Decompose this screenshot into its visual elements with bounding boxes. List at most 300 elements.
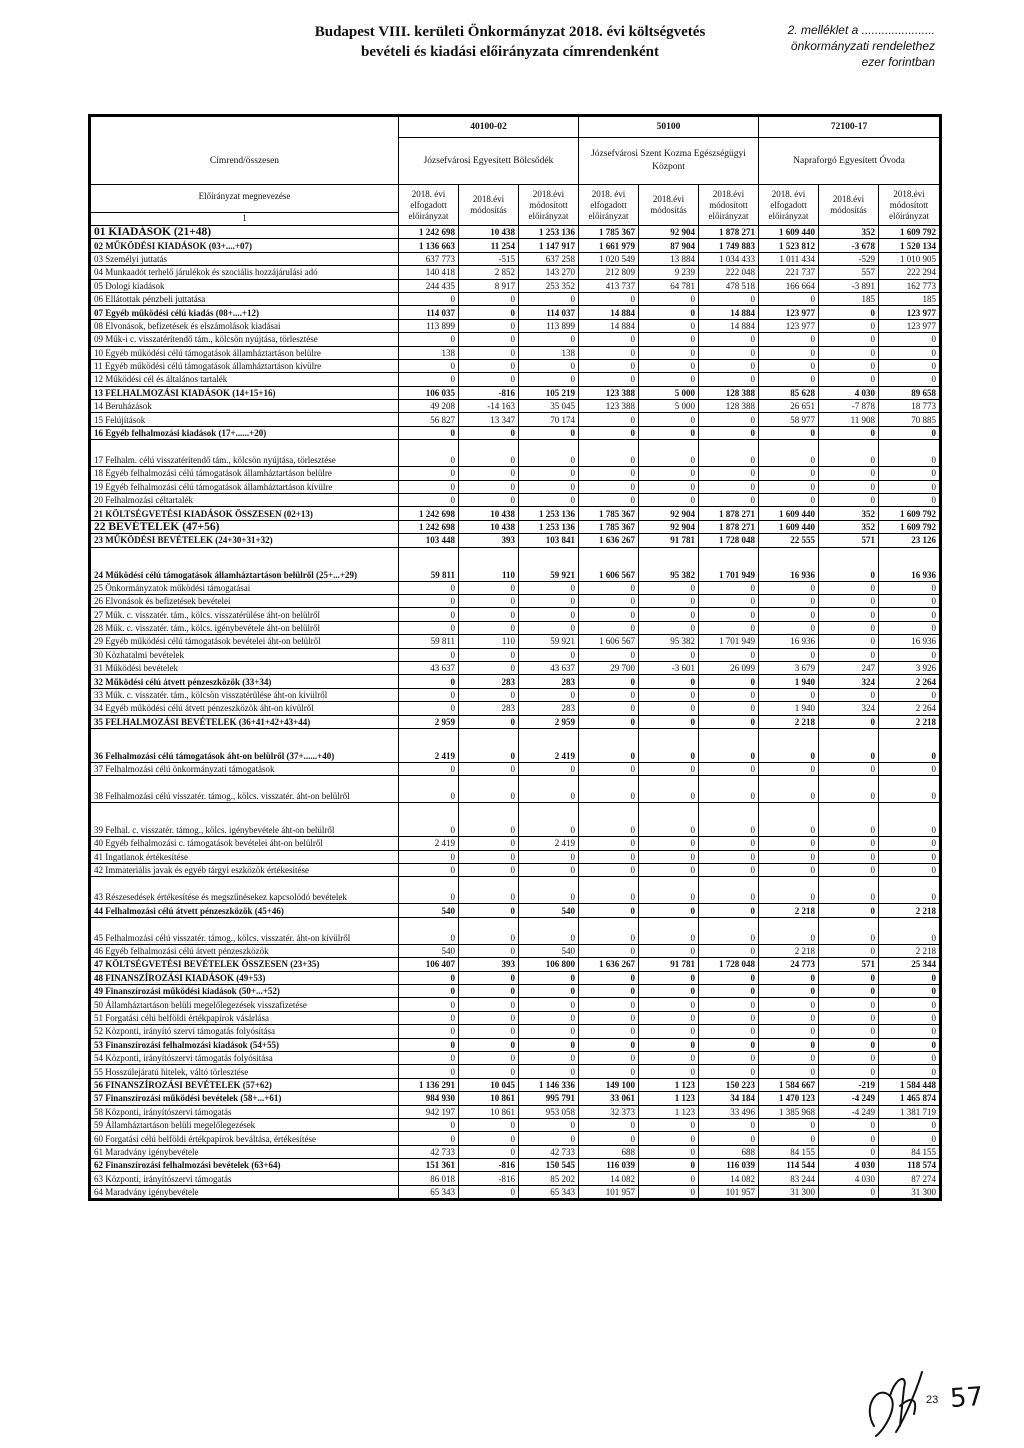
value-cell: 0 <box>759 1118 819 1131</box>
value-cell: 0 <box>639 480 699 493</box>
value-cell: 123 977 <box>879 319 940 332</box>
value-cell: 0 <box>879 359 940 372</box>
value-cell: 1 606 567 <box>579 547 639 581</box>
value-cell: 0 <box>819 480 879 493</box>
value-cell: 0 <box>519 333 579 346</box>
value-cell: 393 <box>459 958 519 971</box>
value-cell: 0 <box>579 904 639 917</box>
value-cell: 571 <box>819 958 879 971</box>
row-label: 11 Egyéb működési célú támogatások államháztartáson kívülre <box>91 359 399 372</box>
table-row <box>91 494 940 507</box>
value-cell: 0 <box>699 346 759 359</box>
value-cell: 0 <box>639 1051 699 1064</box>
value-cell: 1 123 <box>639 1092 699 1105</box>
value-cell: 0 <box>699 359 759 372</box>
value-cell: 324 <box>819 702 879 715</box>
value-cell: 0 <box>639 776 699 803</box>
value-cell: 14 884 <box>699 319 759 332</box>
value-cell: 14 884 <box>579 306 639 319</box>
value-cell: 92 904 <box>639 507 699 520</box>
value-cell: -816 <box>459 386 519 399</box>
value-cell: 0 <box>879 621 940 634</box>
value-cell: 0 <box>879 608 940 621</box>
row-label: 60 Forgatási célú belföldi értékpapírok beváltása, értékesítése <box>91 1132 399 1145</box>
phase-header: 2018. évi elfogadott előirányzat <box>579 185 639 226</box>
value-cell: 103 841 <box>519 534 579 547</box>
value-cell: 70 174 <box>519 413 579 426</box>
table-row <box>91 413 940 426</box>
value-cell: 0 <box>639 1065 699 1078</box>
table-row <box>91 917 940 944</box>
value-cell: 0 <box>579 728 639 762</box>
value-cell: 25 344 <box>879 958 940 971</box>
value-cell: 0 <box>639 728 699 762</box>
table-row <box>91 1065 940 1078</box>
value-cell: 113 899 <box>519 319 579 332</box>
value-cell: 0 <box>579 426 639 439</box>
value-cell: 0 <box>879 776 940 803</box>
value-cell: 0 <box>459 581 519 594</box>
value-cell: 0 <box>819 494 879 507</box>
value-cell: 70 885 <box>879 413 940 426</box>
value-cell: 0 <box>759 1051 819 1064</box>
value-cell: 1 606 567 <box>579 635 639 648</box>
value-cell: 49 208 <box>399 400 459 413</box>
value-cell: 0 <box>459 904 519 917</box>
value-cell: 0 <box>699 762 759 775</box>
value-cell: 0 <box>399 494 459 507</box>
value-cell: 65 343 <box>399 1185 459 1198</box>
header-row-codes <box>91 117 940 138</box>
value-cell: 0 <box>639 648 699 661</box>
value-cell: 0 <box>699 621 759 634</box>
value-cell: 0 <box>639 702 699 715</box>
table-row <box>91 877 940 904</box>
value-cell: 0 <box>639 426 699 439</box>
value-cell: 0 <box>699 594 759 607</box>
table-row <box>91 1118 940 1131</box>
value-cell: 0 <box>759 426 819 439</box>
value-cell: -515 <box>459 252 519 265</box>
value-cell: 0 <box>639 306 699 319</box>
value-cell: 0 <box>459 998 519 1011</box>
value-cell: 0 <box>519 440 579 467</box>
value-cell: 0 <box>459 494 519 507</box>
value-cell: 0 <box>579 440 639 467</box>
header-blank-cell <box>91 117 399 138</box>
value-cell: 0 <box>399 702 459 715</box>
value-cell: 0 <box>759 1025 819 1038</box>
value-cell: 0 <box>579 675 639 688</box>
value-cell: 14 082 <box>699 1172 759 1185</box>
value-cell: 0 <box>819 608 879 621</box>
value-cell: 324 <box>819 675 879 688</box>
value-cell: 283 <box>459 702 519 715</box>
value-cell: 0 <box>819 877 879 904</box>
row-label: 33 Műk. c. visszatér. tám., kölcsön visszatérülése áht-on kívülről <box>91 688 399 701</box>
value-cell: 59 921 <box>519 547 579 581</box>
value-cell: 43 637 <box>399 661 459 674</box>
value-cell: 42 733 <box>519 1145 579 1158</box>
value-cell: 0 <box>579 621 639 634</box>
value-cell: 0 <box>579 944 639 957</box>
value-cell: 0 <box>639 608 699 621</box>
table-body <box>91 117 940 1199</box>
table-row <box>91 850 940 863</box>
value-cell: 0 <box>759 440 819 467</box>
value-cell: 0 <box>399 1065 459 1078</box>
value-cell: 2 852 <box>459 266 519 279</box>
value-cell: 59 811 <box>399 547 459 581</box>
value-cell: 0 <box>699 688 759 701</box>
value-cell: 1 661 979 <box>579 239 639 252</box>
value-cell: 0 <box>699 917 759 944</box>
row-label: 29 Egyéb működési célú támogatások bevételei áht-on belülről <box>91 635 399 648</box>
table-row <box>91 1025 940 1038</box>
value-cell: 0 <box>459 1185 519 1198</box>
value-cell: 540 <box>399 944 459 957</box>
table-row <box>91 480 940 493</box>
value-cell: 0 <box>819 359 879 372</box>
value-cell: 16 936 <box>759 547 819 581</box>
value-cell: 114 544 <box>759 1159 819 1172</box>
value-cell: 138 <box>519 346 579 359</box>
value-cell: 0 <box>699 581 759 594</box>
value-cell: 0 <box>699 877 759 904</box>
table-row <box>91 292 940 305</box>
value-cell: 0 <box>579 1038 639 1051</box>
value-cell: 1 878 271 <box>699 520 759 533</box>
row-label: 21 KÖLTSÉGVETÉSI KIADÁSOK ÖSSZESEN (02+13) <box>91 507 399 520</box>
value-cell: 1 749 883 <box>699 239 759 252</box>
value-cell: 0 <box>759 494 819 507</box>
value-cell: 0 <box>879 837 940 850</box>
institution-name-3: Napraforgó Egyesített Óvoda <box>759 138 940 185</box>
value-cell: 0 <box>399 1038 459 1051</box>
phase-header: 2018.évi módosított előirányzat <box>519 185 579 226</box>
value-cell: 0 <box>759 333 819 346</box>
value-cell: 0 <box>639 675 699 688</box>
header-cimrend: Címrend/összesen <box>91 138 399 185</box>
table-row <box>91 715 940 728</box>
value-cell: 0 <box>699 608 759 621</box>
value-cell: 0 <box>459 480 519 493</box>
row-label: 52 Központi, irányító szervi támogatás folyósítása <box>91 1025 399 1038</box>
row-label: 50 Államháztartáson belüli megelőlegezések visszafizetése <box>91 998 399 1011</box>
value-cell: 24 773 <box>759 958 819 971</box>
row-label: 57 Finanszírozási működési bevételek (58+...+61) <box>91 1092 399 1105</box>
value-cell: 0 <box>819 1011 879 1024</box>
value-cell: 0 <box>759 1132 819 1145</box>
value-cell: 92 904 <box>639 226 699 239</box>
value-cell: 0 <box>879 1118 940 1131</box>
value-cell: 1 136 291 <box>399 1078 459 1091</box>
value-cell: 0 <box>819 1025 879 1038</box>
value-cell: 0 <box>879 581 940 594</box>
value-cell: 1 701 949 <box>699 635 759 648</box>
value-cell: 0 <box>519 1118 579 1131</box>
value-cell: 85 202 <box>519 1172 579 1185</box>
row-label: 53 Finanszírozási felhalmozási kiadások (54+55) <box>91 1038 399 1051</box>
value-cell: 0 <box>399 1011 459 1024</box>
value-cell: 0 <box>459 359 519 372</box>
value-cell: 0 <box>819 762 879 775</box>
header-row-institutions <box>91 138 940 185</box>
value-cell: 91 781 <box>639 534 699 547</box>
table-row <box>91 728 940 762</box>
value-cell: 0 <box>819 467 879 480</box>
value-cell: 0 <box>399 621 459 634</box>
value-cell: 0 <box>459 608 519 621</box>
value-cell: 0 <box>819 581 879 594</box>
value-cell: 0 <box>579 1025 639 1038</box>
row-label: 49 Finanszírozási működési kiadások (50+...+52) <box>91 985 399 998</box>
value-cell: 0 <box>579 480 639 493</box>
value-cell: 123 388 <box>579 400 639 413</box>
value-cell: 0 <box>819 917 879 944</box>
value-cell: 0 <box>759 621 819 634</box>
value-cell: 1 520 134 <box>879 239 940 252</box>
value-cell: 212 809 <box>579 266 639 279</box>
row-label: 59 Államháztartáson belüli megelőlegezések <box>91 1118 399 1131</box>
table-row <box>91 1038 940 1051</box>
value-cell: 688 <box>579 1145 639 1158</box>
value-cell: 0 <box>699 292 759 305</box>
table-row <box>91 776 940 803</box>
value-cell: 413 737 <box>579 279 639 292</box>
value-cell: 0 <box>459 621 519 634</box>
value-cell: 34 184 <box>699 1092 759 1105</box>
value-cell: 23 126 <box>879 534 940 547</box>
row-label: 63 Központi, irányítószervi támogatás <box>91 1172 399 1185</box>
value-cell: 0 <box>399 648 459 661</box>
table-row <box>91 998 940 1011</box>
value-cell: 26 099 <box>699 661 759 674</box>
value-cell: 11 254 <box>459 239 519 252</box>
value-cell: 123 388 <box>579 386 639 399</box>
value-cell: 0 <box>579 688 639 701</box>
table-row <box>91 1078 940 1091</box>
phase-header: 2018. évi elfogadott előirányzat <box>759 185 819 226</box>
value-cell: 2 959 <box>399 715 459 728</box>
table-row <box>91 386 940 399</box>
value-cell: 0 <box>699 944 759 957</box>
value-cell: 1 609 792 <box>879 226 940 239</box>
row-label: 22 BEVÉTELEK (47+56) <box>91 520 399 533</box>
phase-header: 2018.évi módosított előirányzat <box>879 185 940 226</box>
value-cell: 0 <box>579 715 639 728</box>
value-cell: 0 <box>399 850 459 863</box>
value-cell: 0 <box>399 985 459 998</box>
value-cell: 0 <box>459 1051 519 1064</box>
value-cell: 114 037 <box>399 306 459 319</box>
value-cell: 16 936 <box>759 635 819 648</box>
table-row <box>91 319 940 332</box>
value-cell: 0 <box>879 1065 940 1078</box>
value-cell: 1 253 136 <box>519 520 579 533</box>
value-cell: 253 352 <box>519 279 579 292</box>
value-cell: 59 921 <box>519 635 579 648</box>
value-cell: 0 <box>459 837 519 850</box>
value-cell: 0 <box>639 440 699 467</box>
table-row <box>91 648 940 661</box>
value-cell: 0 <box>519 762 579 775</box>
value-cell: 1 136 663 <box>399 239 459 252</box>
value-cell: 8 917 <box>459 279 519 292</box>
value-cell: 14 884 <box>579 319 639 332</box>
value-cell: 0 <box>759 728 819 762</box>
value-cell: 1 609 440 <box>759 520 819 533</box>
value-cell: 0 <box>519 608 579 621</box>
value-cell: 0 <box>579 648 639 661</box>
document-title <box>300 22 720 62</box>
title-line-2: bevételi és kiadási előirányzata címrendenként <box>360 44 660 60</box>
value-cell: 0 <box>819 426 879 439</box>
value-cell: 2 419 <box>399 837 459 850</box>
value-cell: 106 407 <box>399 958 459 971</box>
value-cell: 1 609 792 <box>879 507 940 520</box>
value-cell: -219 <box>819 1078 879 1091</box>
value-cell: 0 <box>759 1011 819 1024</box>
value-cell: 0 <box>579 581 639 594</box>
value-cell: -3 891 <box>819 279 879 292</box>
value-cell: 0 <box>759 776 819 803</box>
value-cell: 0 <box>699 803 759 837</box>
value-cell: 0 <box>459 877 519 904</box>
value-cell: 0 <box>459 728 519 762</box>
table-row <box>91 359 940 372</box>
value-cell: 101 957 <box>579 1185 639 1198</box>
value-cell: 0 <box>399 803 459 837</box>
value-cell: 16 936 <box>879 635 940 648</box>
value-cell: 0 <box>579 776 639 803</box>
row-label: 09 Műk-i c. visszatérítendő tám., kölcsön nyújtása, törlesztése <box>91 333 399 346</box>
row-label: 36 Felhalmozási célú támogatások áht-on belülről (37+......+40) <box>91 728 399 762</box>
row-label: 12 Működési cél és általános tartalék <box>91 373 399 386</box>
value-cell: 0 <box>759 917 819 944</box>
value-cell: 0 <box>699 837 759 850</box>
value-cell: 0 <box>579 702 639 715</box>
value-cell: 4 030 <box>819 1159 879 1172</box>
value-cell: 110 <box>459 635 519 648</box>
row-label: 25 Önkormányzatok működési támogatásai <box>91 581 399 594</box>
row-label: 44 Felhalmozási célú átvett pénzeszközök (45+46) <box>91 904 399 917</box>
value-cell: 1 940 <box>759 702 819 715</box>
value-cell: 87 274 <box>879 1172 940 1185</box>
row-label: 32 Működési célú átvett pénzeszközök (33+34) <box>91 675 399 688</box>
value-cell: 0 <box>759 985 819 998</box>
value-cell: 0 <box>699 864 759 877</box>
value-cell: 14 884 <box>699 306 759 319</box>
row-label: 13 FELHALMOZÁSI KIADÁSOK (14+15+16) <box>91 386 399 399</box>
table-row <box>91 971 940 984</box>
value-cell: 113 899 <box>399 319 459 332</box>
value-cell: 0 <box>459 688 519 701</box>
value-cell: 0 <box>759 648 819 661</box>
value-cell: 2 959 <box>519 715 579 728</box>
value-cell: 0 <box>519 850 579 863</box>
row-label: 28 Műk. c. visszatér. tám., kölcs. igénybevétele áht-on belülről <box>91 621 399 634</box>
value-cell: 0 <box>639 803 699 837</box>
value-cell: 128 388 <box>699 400 759 413</box>
table-row <box>91 1092 940 1105</box>
value-cell: 352 <box>819 226 879 239</box>
value-cell: 0 <box>639 1159 699 1172</box>
value-cell: 0 <box>639 333 699 346</box>
value-cell: 3 926 <box>879 661 940 674</box>
value-cell: 83 244 <box>759 1172 819 1185</box>
value-cell: 478 518 <box>699 279 759 292</box>
value-cell: 0 <box>639 359 699 372</box>
value-cell: 0 <box>639 715 699 728</box>
value-cell: 0 <box>399 581 459 594</box>
value-cell: 138 <box>399 346 459 359</box>
value-cell: 0 <box>519 803 579 837</box>
table-row <box>91 306 940 319</box>
value-cell: 0 <box>399 762 459 775</box>
value-cell: -14 163 <box>459 400 519 413</box>
value-cell: 1 878 271 <box>699 507 759 520</box>
value-cell: 185 <box>879 292 940 305</box>
value-cell: 0 <box>759 864 819 877</box>
table-row <box>91 1105 940 1118</box>
table-row <box>91 985 940 998</box>
value-cell: 0 <box>699 648 759 661</box>
table-row <box>91 688 940 701</box>
value-cell: 0 <box>819 1132 879 1145</box>
value-cell: 2 218 <box>759 944 819 957</box>
row-label: 04 Munkaadót terhelő járulékok és szociális hozzájárulási adó <box>91 266 399 279</box>
value-cell: 0 <box>699 1065 759 1078</box>
value-cell: 1 123 <box>639 1078 699 1091</box>
value-cell: -3 678 <box>819 239 879 252</box>
value-cell: 1 785 367 <box>579 226 639 239</box>
value-cell: 1 253 136 <box>519 507 579 520</box>
value-cell: 984 930 <box>399 1092 459 1105</box>
value-cell: 9 239 <box>639 266 699 279</box>
table-row <box>91 279 940 292</box>
value-cell: 0 <box>579 1132 639 1145</box>
table-row <box>91 520 940 533</box>
value-cell: 91 781 <box>639 958 699 971</box>
value-cell: 283 <box>459 675 519 688</box>
row-label: 56 FINANSZÍROZÁSI BEVÉTELEK (57+62) <box>91 1078 399 1091</box>
value-cell: 32 373 <box>579 1105 639 1118</box>
value-cell: 0 <box>879 998 940 1011</box>
header-elnevezes <box>91 185 399 226</box>
budget-table-frame <box>88 114 942 1201</box>
value-cell: 0 <box>459 864 519 877</box>
value-cell: 11 908 <box>819 413 879 426</box>
value-cell: 0 <box>399 467 459 480</box>
value-cell: 0 <box>699 675 759 688</box>
value-cell: 0 <box>699 1132 759 1145</box>
value-cell: 352 <box>819 520 879 533</box>
value-cell: 0 <box>459 648 519 661</box>
row-label: 18 Egyéb felhalmozási célú támogatások államháztartáson belülre <box>91 467 399 480</box>
value-cell: 0 <box>699 333 759 346</box>
value-cell: 0 <box>639 319 699 332</box>
value-cell: 10 861 <box>459 1092 519 1105</box>
value-cell: 0 <box>819 998 879 1011</box>
value-cell: 0 <box>879 1011 940 1024</box>
row-label: 02 MŰKÖDÉSI KIADÁSOK (03+....+07) <box>91 239 399 252</box>
value-cell: 1 253 136 <box>519 226 579 239</box>
value-cell: 0 <box>699 494 759 507</box>
value-cell: 0 <box>459 467 519 480</box>
value-cell: 0 <box>759 1038 819 1051</box>
value-cell: 0 <box>399 480 459 493</box>
